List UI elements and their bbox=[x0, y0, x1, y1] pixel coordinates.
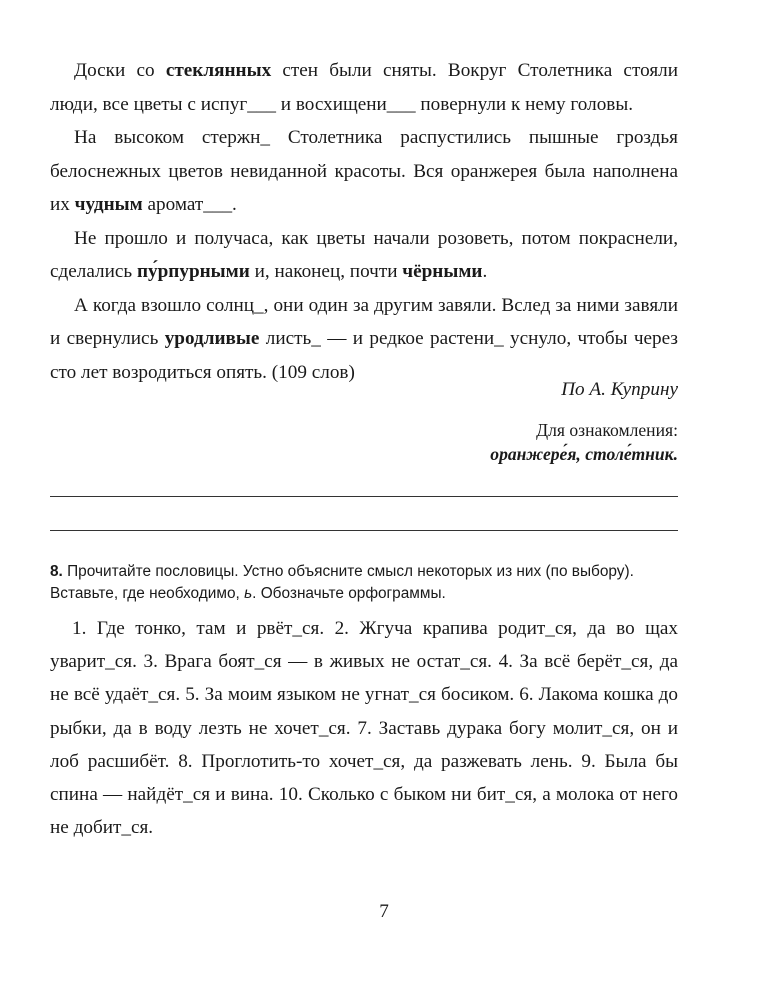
task-instruction-text: Прочитайте пословицы. Устно объясните смысл некоторых из них (по выбору). Вставьте, где необходимо, bbox=[50, 563, 634, 602]
answer-line bbox=[50, 530, 678, 531]
task-8-instruction bbox=[50, 561, 678, 605]
note-heading: Для ознакомления: bbox=[536, 420, 678, 440]
story-paragraph: Не прошло и получаса, как цветы начали розоветь, потом покраснели, сделались пу́рпурными и, наконец, почти чёрными. bbox=[50, 227, 678, 282]
page-number: 7 bbox=[379, 901, 389, 922]
task-number: 8. bbox=[50, 563, 63, 580]
story-text bbox=[50, 54, 678, 389]
task-instruction-text-end: . Обозначьте орфограммы. bbox=[252, 585, 446, 602]
story-paragraph: Доски со стеклянных стен были сняты. Вокруг Столетника стояли люди, все цветы с испуг___ и восхищени___ повернули к нему головы. bbox=[50, 60, 678, 115]
bold-word: уродливые bbox=[164, 328, 260, 349]
proverbs-text bbox=[50, 612, 678, 844]
story-paragraph: А когда взошло солнц_, они один за другим завяли. Вслед за ними завяли и свернулись уродливые листь_ — и редкое растени_ уснуло, чтобы через сто лет возродиться опять. (109 слов) bbox=[50, 294, 678, 383]
vocabulary-note bbox=[490, 418, 678, 466]
bold-word: стеклянных bbox=[165, 60, 272, 81]
bold-word: чёрными bbox=[402, 261, 483, 282]
bold-word: пу́рпурными bbox=[136, 261, 250, 282]
author-attribution: По А. Куприну bbox=[561, 379, 678, 400]
note-terms: оранжере́я, столе́тник. bbox=[490, 444, 678, 464]
answer-line bbox=[50, 496, 678, 497]
bold-word: чудным bbox=[74, 194, 143, 215]
soft-sign-letter: ь bbox=[244, 585, 253, 602]
story-paragraph: На высоком стержн_ Столетника распустились пышные гроздья белоснежных цветов невиданной красоты. Вся оранжерея была наполнена их чудным аромат___. bbox=[50, 127, 678, 215]
proverbs-paragraph: 1. Где тонко, там и рвёт_ся. 2. Жгуча крапива родит_ся, да во щах уварит_ся. 3. Врага боят_ся — в живых не остат_ся. 4. За всё берёт_ся, да не всё удаёт_ся. 5. За моим языком не угнат_ся босиком. 6. Лакома кошка до рыбки, да в воду лезть не хочет_ся. 7. Заставь дурака богу молит_ся, он и лоб расшибёт. 8. Проглотить-то хочет_ся, да разжевать лень. 9. Была бы спина — найдёт_ся и вина. 10. Сколько с быком ни бит_ся, а молока от него не добит_ся. bbox=[50, 618, 678, 839]
